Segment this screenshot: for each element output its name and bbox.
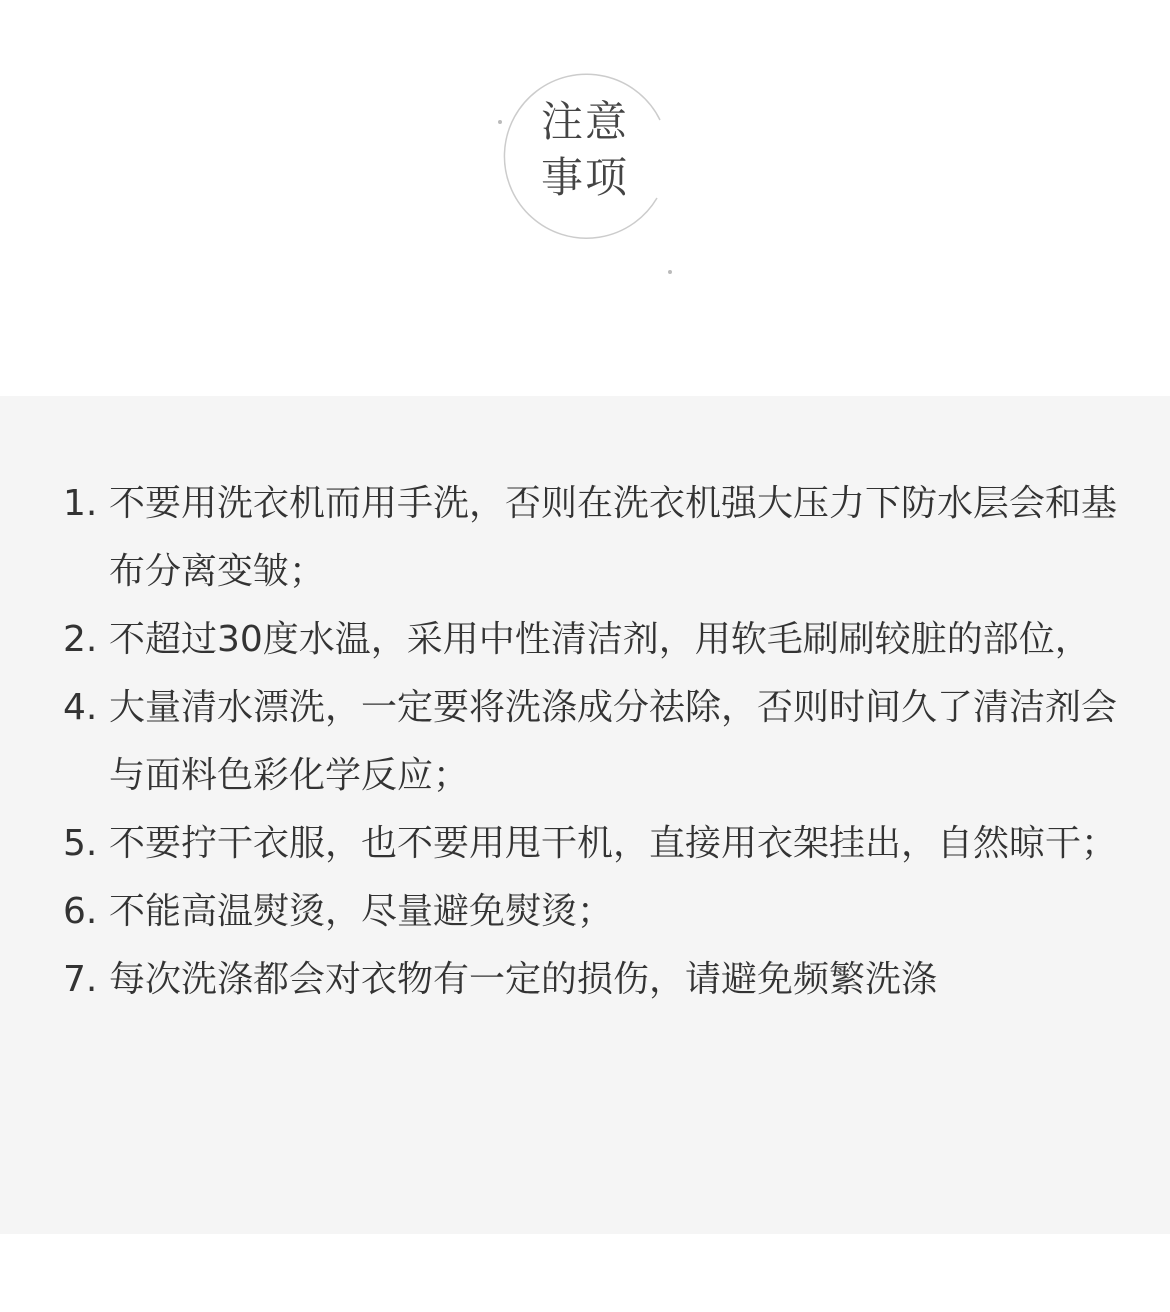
page-title <box>525 94 645 206</box>
list-item-number: 1. <box>63 483 98 524</box>
list-item <box>63 674 1123 810</box>
list-item-text: 每次洗涤都会对衣物有一定的损伤，请避免频繁洗涤 <box>109 959 938 1000</box>
list-item-number: 6. <box>63 891 98 932</box>
list-item-text: 不超过30度水温，采用中性清洁剂，用软毛刷刷较脏的部位， <box>109 619 1091 660</box>
list-item-number: 2. <box>63 619 98 660</box>
footer-spacer <box>0 1234 1170 1312</box>
list-item-text: 不要拧干衣服，也不要用甩干机，直接用衣架挂出，自然晾干； <box>109 823 1118 864</box>
header-section <box>0 0 1170 396</box>
list-item-number: 4. <box>63 687 98 728</box>
list-item <box>63 878 1123 946</box>
notes-list <box>63 470 1123 1014</box>
list-item-text: 大量清水漂洗，一定要将洗涤成分祛除，否则时间久了清洁剂会与面料色彩化学反应； <box>109 687 1118 796</box>
list-item-number: 7. <box>63 959 98 1000</box>
list-item <box>63 606 1123 674</box>
list-item-number: 5. <box>63 823 98 864</box>
list-item <box>63 470 1123 606</box>
page-title-line-1: 注意 <box>540 97 629 146</box>
page-title-line-2: 事项 <box>540 153 629 202</box>
list-item <box>63 810 1123 878</box>
list-item-text: 不要用洗衣机而用手洗，否则在洗衣机强大压力下防水层会和基布分离变皱； <box>109 483 1118 592</box>
list-item-text: 不能高温熨烫，尽量避免熨烫； <box>109 891 614 932</box>
list-item <box>63 946 1123 1014</box>
